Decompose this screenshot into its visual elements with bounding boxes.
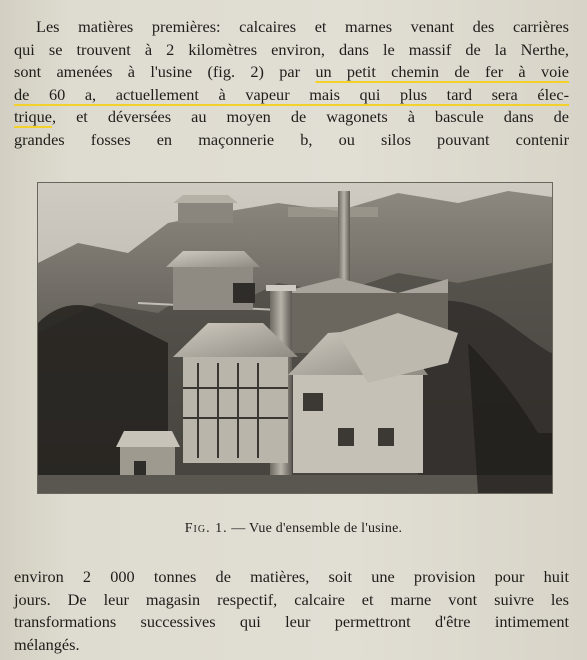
text-line: environ 2 000 tonnes de matières, soit une provision pour huit (14, 567, 569, 586)
text-line (14, 84, 569, 107)
text-line: Les matières premières: calcaires et marnes venant des carrières (36, 17, 569, 36)
text-line: jours. De leur magasin respectif, calcaire et marne vont suivre les (14, 589, 569, 609)
highlighted-text: un petit chemin de fer à voie (315, 62, 569, 82)
factory-photograph (38, 183, 552, 493)
text-fragment: sont amenées à l'usine (fig. 2) par (14, 62, 316, 82)
text-line: qui se trouvent à 2 kilomètres environ, dans le massif de la Nerthe, (14, 39, 569, 59)
text-line (14, 61, 569, 84)
text-line (14, 106, 569, 129)
text-fragment: , et déversées au moyen de wagonets à bascule dans de (51, 107, 569, 127)
paragraph-raw-materials (14, 16, 569, 152)
factory-photo-illustration (38, 183, 552, 493)
figure-label: Fig. 1. (184, 521, 228, 536)
figure-caption-text: — Vue d'ensemble de l'usine. (227, 521, 403, 536)
text-line: mélangés. (14, 634, 80, 654)
figure-caption (0, 521, 587, 537)
highlighted-text: de 60 a, (14, 84, 116, 104)
text-line: grandes fosses en maçonnerie b, ou silos pouvant contenir (14, 129, 569, 149)
text-line: transformations successives qui leur permettront d'être intimement (14, 612, 569, 632)
highlighted-text: trique (14, 107, 52, 127)
highlighted-text: actuellement à vapeur mais qui plus tard sera élec- (115, 84, 570, 104)
paragraph-storage (14, 566, 569, 656)
